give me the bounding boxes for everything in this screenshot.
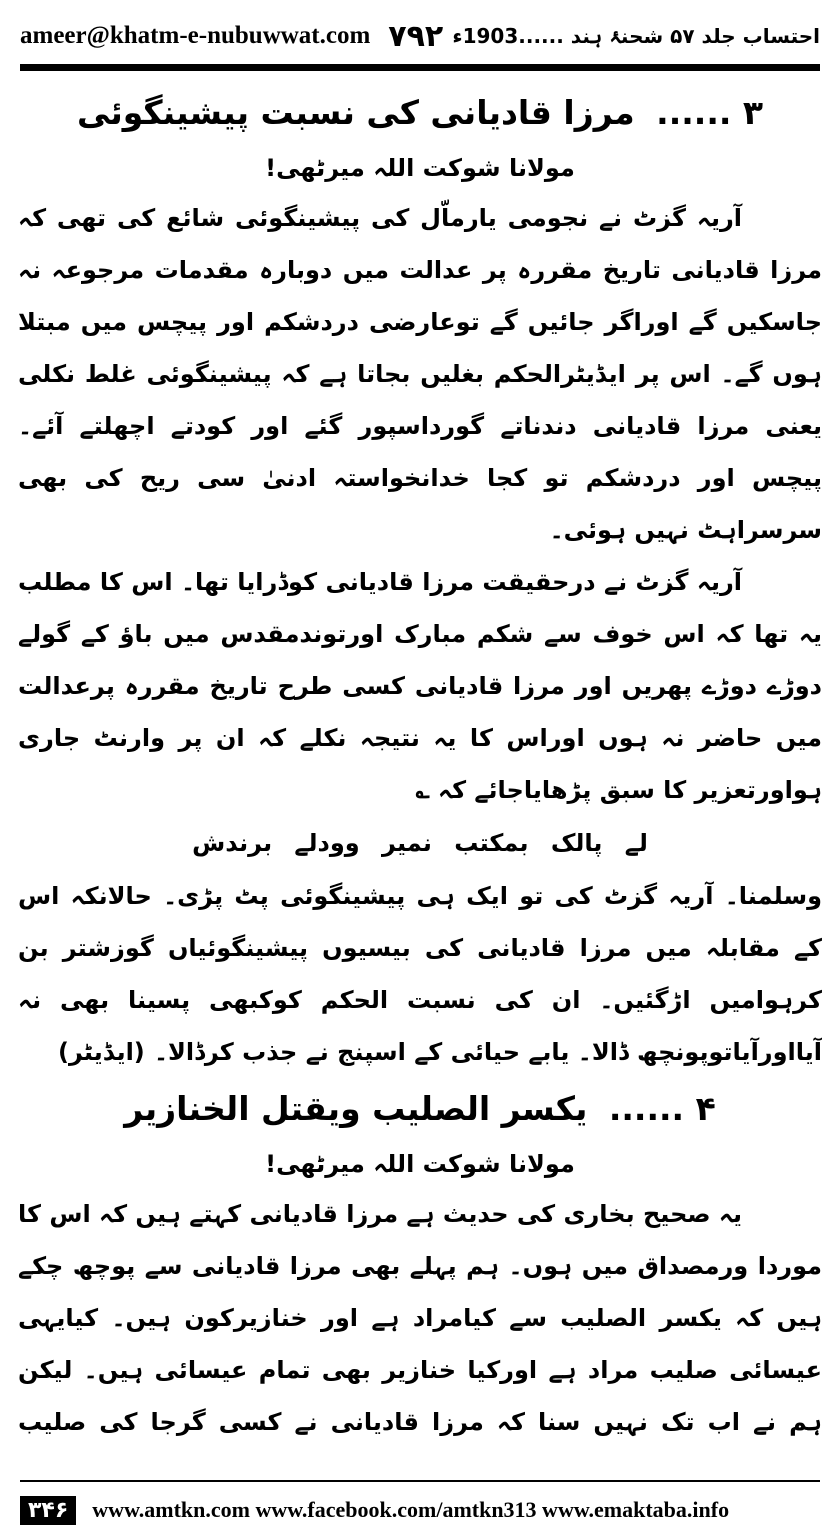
- section3-title: [18, 82, 822, 144]
- footer-links: www.amtkn.com www.facebook.com/amtkn313 www.emaktaba.info: [92, 1497, 730, 1522]
- page-header: [20, 14, 820, 58]
- section3-paragraph-2: آریہ گزٹ نے درحقیقت مرزا قادیانی کوڈرایا تھا۔ اس کا مطلب یہ تھا کہ اس خوف سے شکم مبارک اورتوندمقدس میں باؤ کے گولے دوڑے دوڑے پھریں اور مرزا قادیانی کسی طرح تاریخ مقررہ پرعدالت میں حاضر نہ ہوں اوراس کا یہ نتیجہ نکلے کہ ان پر وارنٹ جاری ہواورتعزیر کا سبق پڑھایاجائے کہ ؎: [18, 568, 822, 804]
- section3-paragraph-3: [18, 870, 822, 1078]
- section4-title-text: یکسر الصلیب ویقتل الخنازیر: [124, 1089, 588, 1128]
- section3-number: ۳ ......: [656, 93, 764, 132]
- section3-author: مولانا شوکت اللہ میرٹھی!: [265, 154, 575, 182]
- header-left: [20, 19, 443, 54]
- page-number: ۷۹۲: [388, 18, 444, 54]
- section3-paragraph-3-text: وسلمنا۔ آریہ گزٹ کی تو ایک ہی پیشینگوئی پٹ پڑی۔ حالانکہ اس کے مقابلہ میں مرزا قادیانی کی بیسیوں پیشینگوئیاں گوزشتر بن کرہوامیں اڑگئیں۔ ان کی نسبت الحکم کوکبھی پسینا بھی نہ آیااورآیاتوپونچھ ڈالا۔ یابے حیائی کے اسپنج نے جذب کرڈالا۔: [18, 882, 822, 1066]
- editor-signature: (ایڈیٹر): [58, 1038, 145, 1066]
- section3-paragraph-1: آریہ گزٹ نے نجومی یارماّل کی پیشینگوئی شائع کی تھی کہ مرزا قادیانی تاریخ مقررہ پر عدالت میں دوبارہ مقدمات مرجوعہ نہ جاسکیں گے اوراگر جائیں گے توعارضی دردشکم اور پیچس میں مبتلا ہوں گے۔ اس پر ایڈیٹرالحکم بغلیں بجاتا ہے کہ پیشینگوئی غلط نکلی یعنی مرزا قادیانی دندناتے گورداسپور گئے اور کودتے اچھلتے آئے۔ پیچس اور دردشکم تو کجا خدانخواستہ ادنیٰ سی ریح کی بھی سرسراہٹ نہیں ہوئی۔: [18, 204, 822, 544]
- section3-title-text: مرزا قادیانی کی نسبت پیشینگوئی: [76, 93, 635, 132]
- book-info: احتساب جلد ۵۷ شحنۂ ہند ......1903ء: [452, 24, 820, 48]
- header-email: ameer@khatm-e-nubuwwat.com: [20, 22, 371, 49]
- page-content: [18, 82, 822, 1452]
- footer-rule: [20, 1480, 820, 1482]
- section4-number: ۴ ......: [608, 1089, 716, 1128]
- page-footer: [20, 1490, 820, 1530]
- section4-author: مولانا شوکت اللہ میرٹھی!: [265, 1150, 575, 1178]
- footer-page-box: ۳۴۶: [20, 1496, 76, 1525]
- section4-paragraph-1: یہ صحیح بخاری کی حدیث ہے مرزا قادیانی کہتے ہیں کہ اس کا موردا ورمصداق میں ہوں۔ ہم پہلے بھی مرزا قادیانی سے پوچھ چکے ہیں کہ یکسر الصلیب سے کیامراد ہے اور خنازیرکون ہیں۔ کیایہی عیسائی صلیب مراد ہے اورکیا خنازیر بھی تمام عیسائی ہیں۔ لیکن ہم نے اب تک نہیں سنا کہ مرزا قادیانی نے کسی گرجا کی صلیب: [18, 1200, 822, 1436]
- verse: لے پالک بمکتب نمیر وودلے برندش: [192, 829, 648, 857]
- section4-title: [18, 1078, 822, 1140]
- header-rule: [20, 64, 820, 71]
